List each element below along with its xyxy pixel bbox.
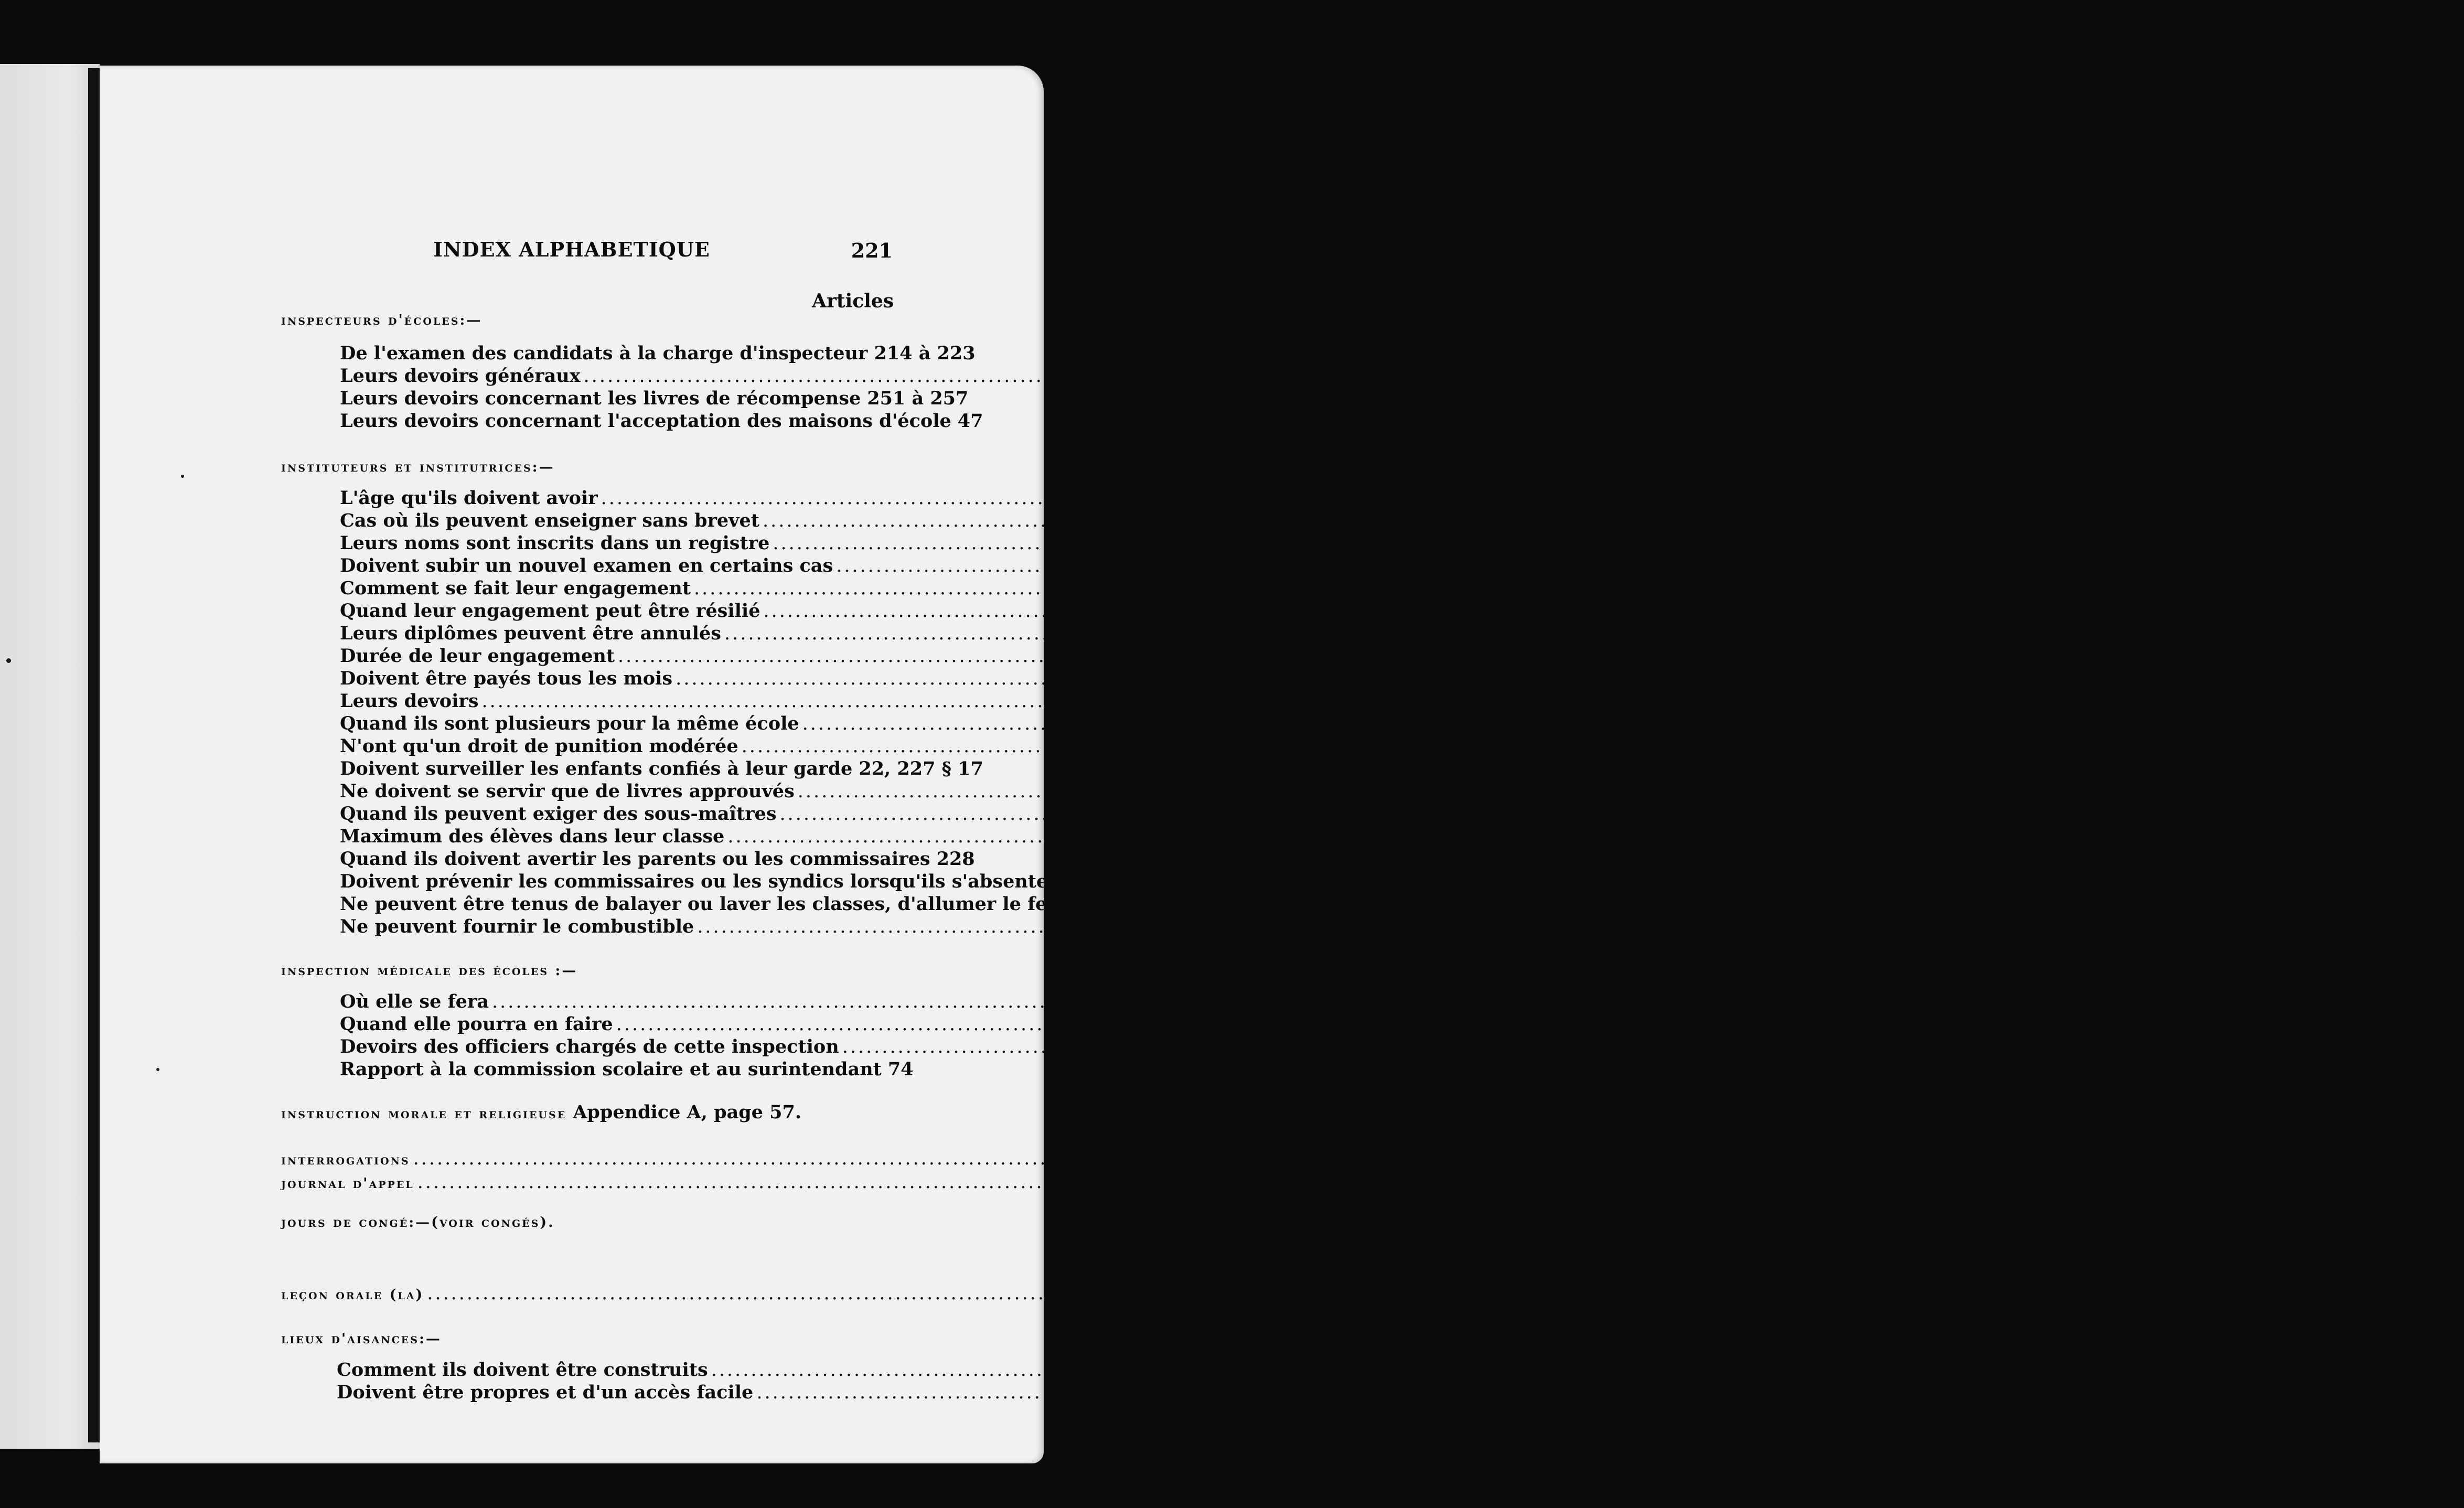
dot-leader: ........................................................................................................................................................................................................ <box>417 1172 2004 1193</box>
index-entry: Leurs devoirs ........................................................................................................................................................................................................ 227 <box>340 690 2110 712</box>
dot-leader: ........................................................................................................................................................................................................ <box>618 646 2205 667</box>
section-heading: inspecteurs d'écoles:— <box>281 312 483 328</box>
index-entry: Maximum des élèves dans leur classe ........................................................................................................................................................................................................ 30 <box>340 826 2343 847</box>
page-number: 221 <box>851 239 893 262</box>
index-entry: Doivent prévenir les commissaires ou les syndics lorsqu'ils s'absentent. 227 § 24 <box>340 871 1169 892</box>
running-head: INDEX ALPHABETIQUE <box>433 238 710 261</box>
index-entry: De l'examen des candidats à la charge d'inspecteur 214 à 223 <box>340 343 976 364</box>
scan-speck <box>181 475 184 478</box>
index-entry: Leurs noms sont inscrits dans un registre ........................................................................................................................................................................................................ 112 <box>340 532 2401 554</box>
dot-leader: ........................................................................................................................................................................................................ <box>616 1014 2203 1035</box>
index-entry: Quand ils doivent avertir les parents ou les commissaires 228 <box>340 848 975 870</box>
index-entry: Cas où ils peuvent enseigner sans brevet ........................................................................................................................................................................................................ 25-26 <box>340 510 2412 531</box>
dot-leader: ........................................................................................................................................................................................................ <box>802 713 2389 734</box>
facing-page-margin <box>0 64 100 1449</box>
index-entry: Leurs devoirs concernant l'acceptation des maisons d'école 47 <box>340 410 983 432</box>
index-entry: Comment se fait leur engagement ........................................................................................................................................................................................................ 24 <box>340 577 2309 599</box>
inline-index-entry: journal d'appel ........................................................................................................................................................................................................ 227 § 18-260 <box>281 1171 2139 1193</box>
scan-speck <box>6 658 11 663</box>
dot-leader: ........................................................................................................................................................................................................ <box>762 510 2350 531</box>
dot-leader: ........................................................................................................................................................................................................ <box>836 555 2423 576</box>
dot-leader: ........................................................................................................................................................................................................ <box>481 691 2069 712</box>
dot-leader: ........................................................................................................................................................................................................ <box>779 804 2366 825</box>
index-entry: Comment ils doivent être construits ........................................................................................................................................................................................................ 48 et suiv. <box>337 1359 2405 1381</box>
dot-leader: ........................................................................................................................................................................................................ <box>741 736 2328 757</box>
index-entry: Ne peuvent être tenus de balayer ou laver les classes, d'allumer le feu 69 <box>340 893 1092 915</box>
dot-leader: ........................................................................................................................................................................................................ <box>842 1036 2429 1057</box>
index-entry: Doivent être propres et d'un accès facile ........................................................................................................................................................................................................ 51 <box>337 1382 2372 1403</box>
dot-leader: ........................................................................................................................................................................................................ <box>492 991 2079 1012</box>
dot-leader: ........................................................................................................................................................................................................ <box>797 781 2384 802</box>
section-heading: instituteurs et institutrices:— <box>281 459 555 475</box>
index-entry: Doivent surveiller les enfants confiés à leur garde 22, 227 § 17 <box>340 758 983 779</box>
index-entry: Leurs devoirs concernant les livres de récompense 251 à 257 <box>340 388 969 409</box>
articles-column-label: Articles <box>812 290 894 312</box>
index-entry: Ne doivent se servir que de livres approuvés ........................................................................................................................................................................................................ 14 <box>340 780 2413 802</box>
dot-leader: ........................................................................................................................................................................................................ <box>763 601 2350 622</box>
dot-leader: ........................................................................................................................................................................................................ <box>724 623 2311 644</box>
index-entry: Où elle se fera ........................................................................................................................................................................................................ 71 <box>340 991 2107 1012</box>
dot-leader: ........................................................................................................................................................................................................ <box>756 1382 2343 1403</box>
dot-leader: ........................................................................................................................................................................................................ <box>601 488 2188 509</box>
inline-index-entry: instruction morale et religieuse Appendice A, page 57. <box>281 1101 802 1123</box>
dot-leader: ........................................................................................................................................................................................................ <box>697 916 2284 937</box>
book-binding-edge <box>88 68 100 1442</box>
index-entry: Doivent être payés tous les mois ........................................................................................................................................................................................................ 259 <box>340 668 2304 689</box>
index-entry: Ne peuvent fournir le combustible ........................................................................................................................................................................................................ 70 <box>340 916 2313 937</box>
index-entry: N'ont qu'un droit de punition modérée ........................................................................................................................................................................................................ 15 <box>340 735 2357 757</box>
book-page <box>100 66 2464 1463</box>
index-entry: Leurs devoirs généraux ........................................................................................................................................................................................................ 225 <box>340 365 2212 387</box>
index-entry: Rapport à la commission scolaire et au surintendant 74 <box>340 1058 914 1080</box>
index-entry: Quand ils sont plusieurs pour la même école ........................................................................................................................................................................................................ 31 <box>340 713 2418 734</box>
index-entry: Quand leur engagement peut être résilié ........................................................................................................................................................................................................ 32 <box>340 600 2379 622</box>
index-entry: Durée de leur engagement ........................................................................................................................................................................................................ 24 <box>340 645 2233 667</box>
index-entry: Leurs diplômes peuvent être annulés ........................................................................................................................................................................................................ 114-115 <box>340 623 2398 644</box>
section-heading: inspection médicale des écoles :— <box>281 962 578 979</box>
index-entry: Devoirs des officiers chargés de cette inspection ........................................................................................................................................................................................................ 73 <box>340 1036 2458 1057</box>
index-entry: Doivent subir un nouvel examen en certains cas ........................................................................................................................................................................................................ 115 <box>340 555 2464 576</box>
section-heading: lieux d'aisances:— <box>281 1331 442 1347</box>
index-entry: L'âge qu'ils doivent avoir ........................................................................................................................................................................................................ 32 <box>340 487 2216 509</box>
dot-leader: ........................................................................................................................................................................................................ <box>413 1148 2000 1169</box>
dot-leader: ........................................................................................................................................................................................................ <box>727 826 2315 847</box>
dot-leader: ........................................................................................................................................................................................................ <box>773 533 2360 554</box>
dot-leader: ........................................................................................................................................................................................................ <box>583 366 2170 387</box>
index-entry: Quand ils peuvent exiger des sous-maîtres ........................................................................................................................................................................................................ 30 <box>340 803 2395 825</box>
dot-leader: ........................................................................................................................................................................................................ <box>694 578 2281 599</box>
inline-index-entry: interrogations ........................................................................................................................................................................................................ Appendice A, page 64. <box>281 1148 2232 1169</box>
dot-leader: ........................................................................................................................................................................................................ <box>676 668 2263 689</box>
inline-index-entry: leçon orale (la) ........................................................................................................................................................................................................ Appendice A, page 62 <box>281 1282 2240 1304</box>
dot-leader: ........................................................................................................................................................................................................ <box>711 1360 2298 1381</box>
inline-index-entry: jours de congé:—(voir congés). <box>281 1214 555 1231</box>
scan-speck <box>156 1068 159 1071</box>
dot-leader: ........................................................................................................................................................................................................ <box>427 1283 2014 1304</box>
index-entry: Quand elle pourra en faire ........................................................................................................................................................................................................ 72 <box>340 1013 2232 1035</box>
